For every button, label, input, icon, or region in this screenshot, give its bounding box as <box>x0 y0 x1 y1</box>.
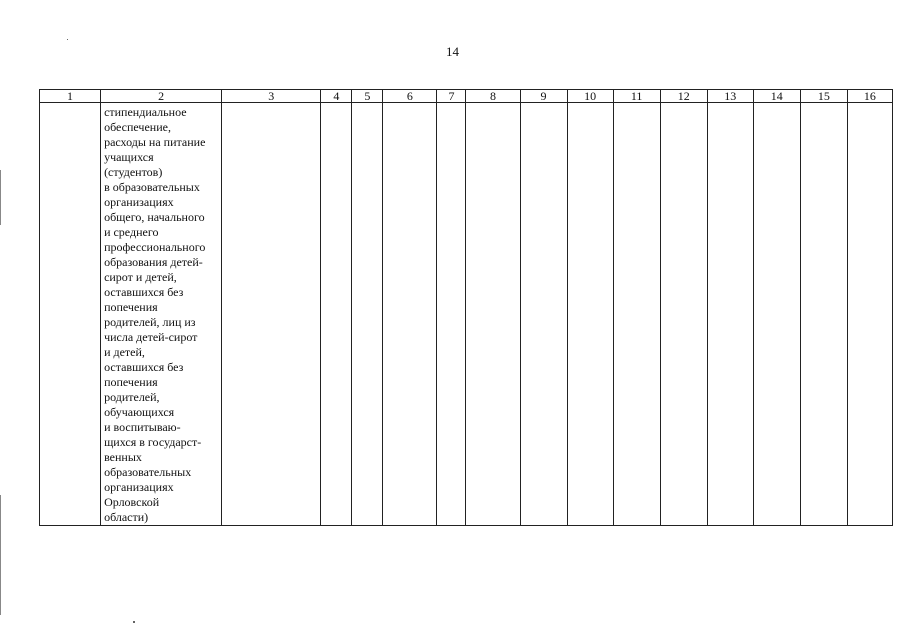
description-line: попечения <box>104 300 158 314</box>
table-cell <box>567 103 613 526</box>
description-line: родителей, лиц из <box>104 315 196 329</box>
column-header: 6 <box>383 90 437 103</box>
description-line: венных <box>104 450 142 464</box>
description-text <box>101 103 221 525</box>
description-line: организациях <box>104 195 174 209</box>
description-line: родителей, <box>104 390 160 404</box>
description-line: образовательных <box>104 465 192 479</box>
column-header: 11 <box>613 90 660 103</box>
column-header: 4 <box>321 90 352 103</box>
table-row <box>40 103 893 526</box>
table-cell-description <box>101 103 222 526</box>
table-cell <box>613 103 660 526</box>
column-header: 1 <box>40 90 101 103</box>
description-line: оставшихся без <box>104 360 184 374</box>
table-cell <box>352 103 383 526</box>
description-line: оставшихся без <box>104 285 184 299</box>
header-row <box>40 90 893 103</box>
column-header: 7 <box>437 90 466 103</box>
description-line: учащихся <box>104 150 154 164</box>
description-line: Орловской <box>104 495 160 509</box>
table-cell <box>222 103 321 526</box>
column-header: 9 <box>520 90 567 103</box>
description-line: щихся в государст- <box>104 435 202 449</box>
description-line: и воспитываю- <box>104 420 181 434</box>
description-line: числа детей-сирот <box>104 330 198 344</box>
description-line: области) <box>104 510 149 524</box>
table-cell <box>321 103 352 526</box>
table-cell <box>800 103 847 526</box>
column-header: 2 <box>101 90 222 103</box>
description-line: расходы на питание <box>104 135 206 149</box>
description-line: общего, начального <box>104 210 205 224</box>
scan-speck <box>133 621 135 623</box>
description-line: профессионального <box>104 240 206 254</box>
column-header: 10 <box>567 90 613 103</box>
description-line: обеспечение, <box>104 120 171 134</box>
column-header: 5 <box>352 90 383 103</box>
scan-edge-mark <box>0 495 1 615</box>
description-line: стипендиальное <box>104 105 187 119</box>
table-cell <box>660 103 707 526</box>
table-cell <box>847 103 892 526</box>
description-line: сирот и детей, <box>104 270 177 284</box>
description-line: организациях <box>104 480 174 494</box>
column-header: 8 <box>466 90 520 103</box>
column-header: 3 <box>222 90 321 103</box>
column-header: 15 <box>800 90 847 103</box>
description-line: и среднего <box>104 225 159 239</box>
scan-speck <box>67 39 68 40</box>
description-line: и детей, <box>104 345 145 359</box>
data-table <box>39 89 893 526</box>
description-line: образования детей- <box>104 255 203 269</box>
column-header: 12 <box>660 90 707 103</box>
table-cell <box>437 103 466 526</box>
table-cell <box>383 103 437 526</box>
table-cell <box>40 103 101 526</box>
table-cell <box>520 103 567 526</box>
description-line: обучающихся <box>104 405 175 419</box>
column-header: 16 <box>847 90 892 103</box>
column-header: 13 <box>707 90 753 103</box>
scan-edge-mark <box>0 170 1 225</box>
table-cell <box>753 103 800 526</box>
description-line: в образовательных <box>104 180 200 194</box>
description-line: попечения <box>104 375 158 389</box>
table-cell <box>466 103 520 526</box>
page-number: 14 <box>446 44 459 59</box>
description-line: (студентов) <box>104 165 163 179</box>
table-cell <box>707 103 753 526</box>
column-header: 14 <box>753 90 800 103</box>
